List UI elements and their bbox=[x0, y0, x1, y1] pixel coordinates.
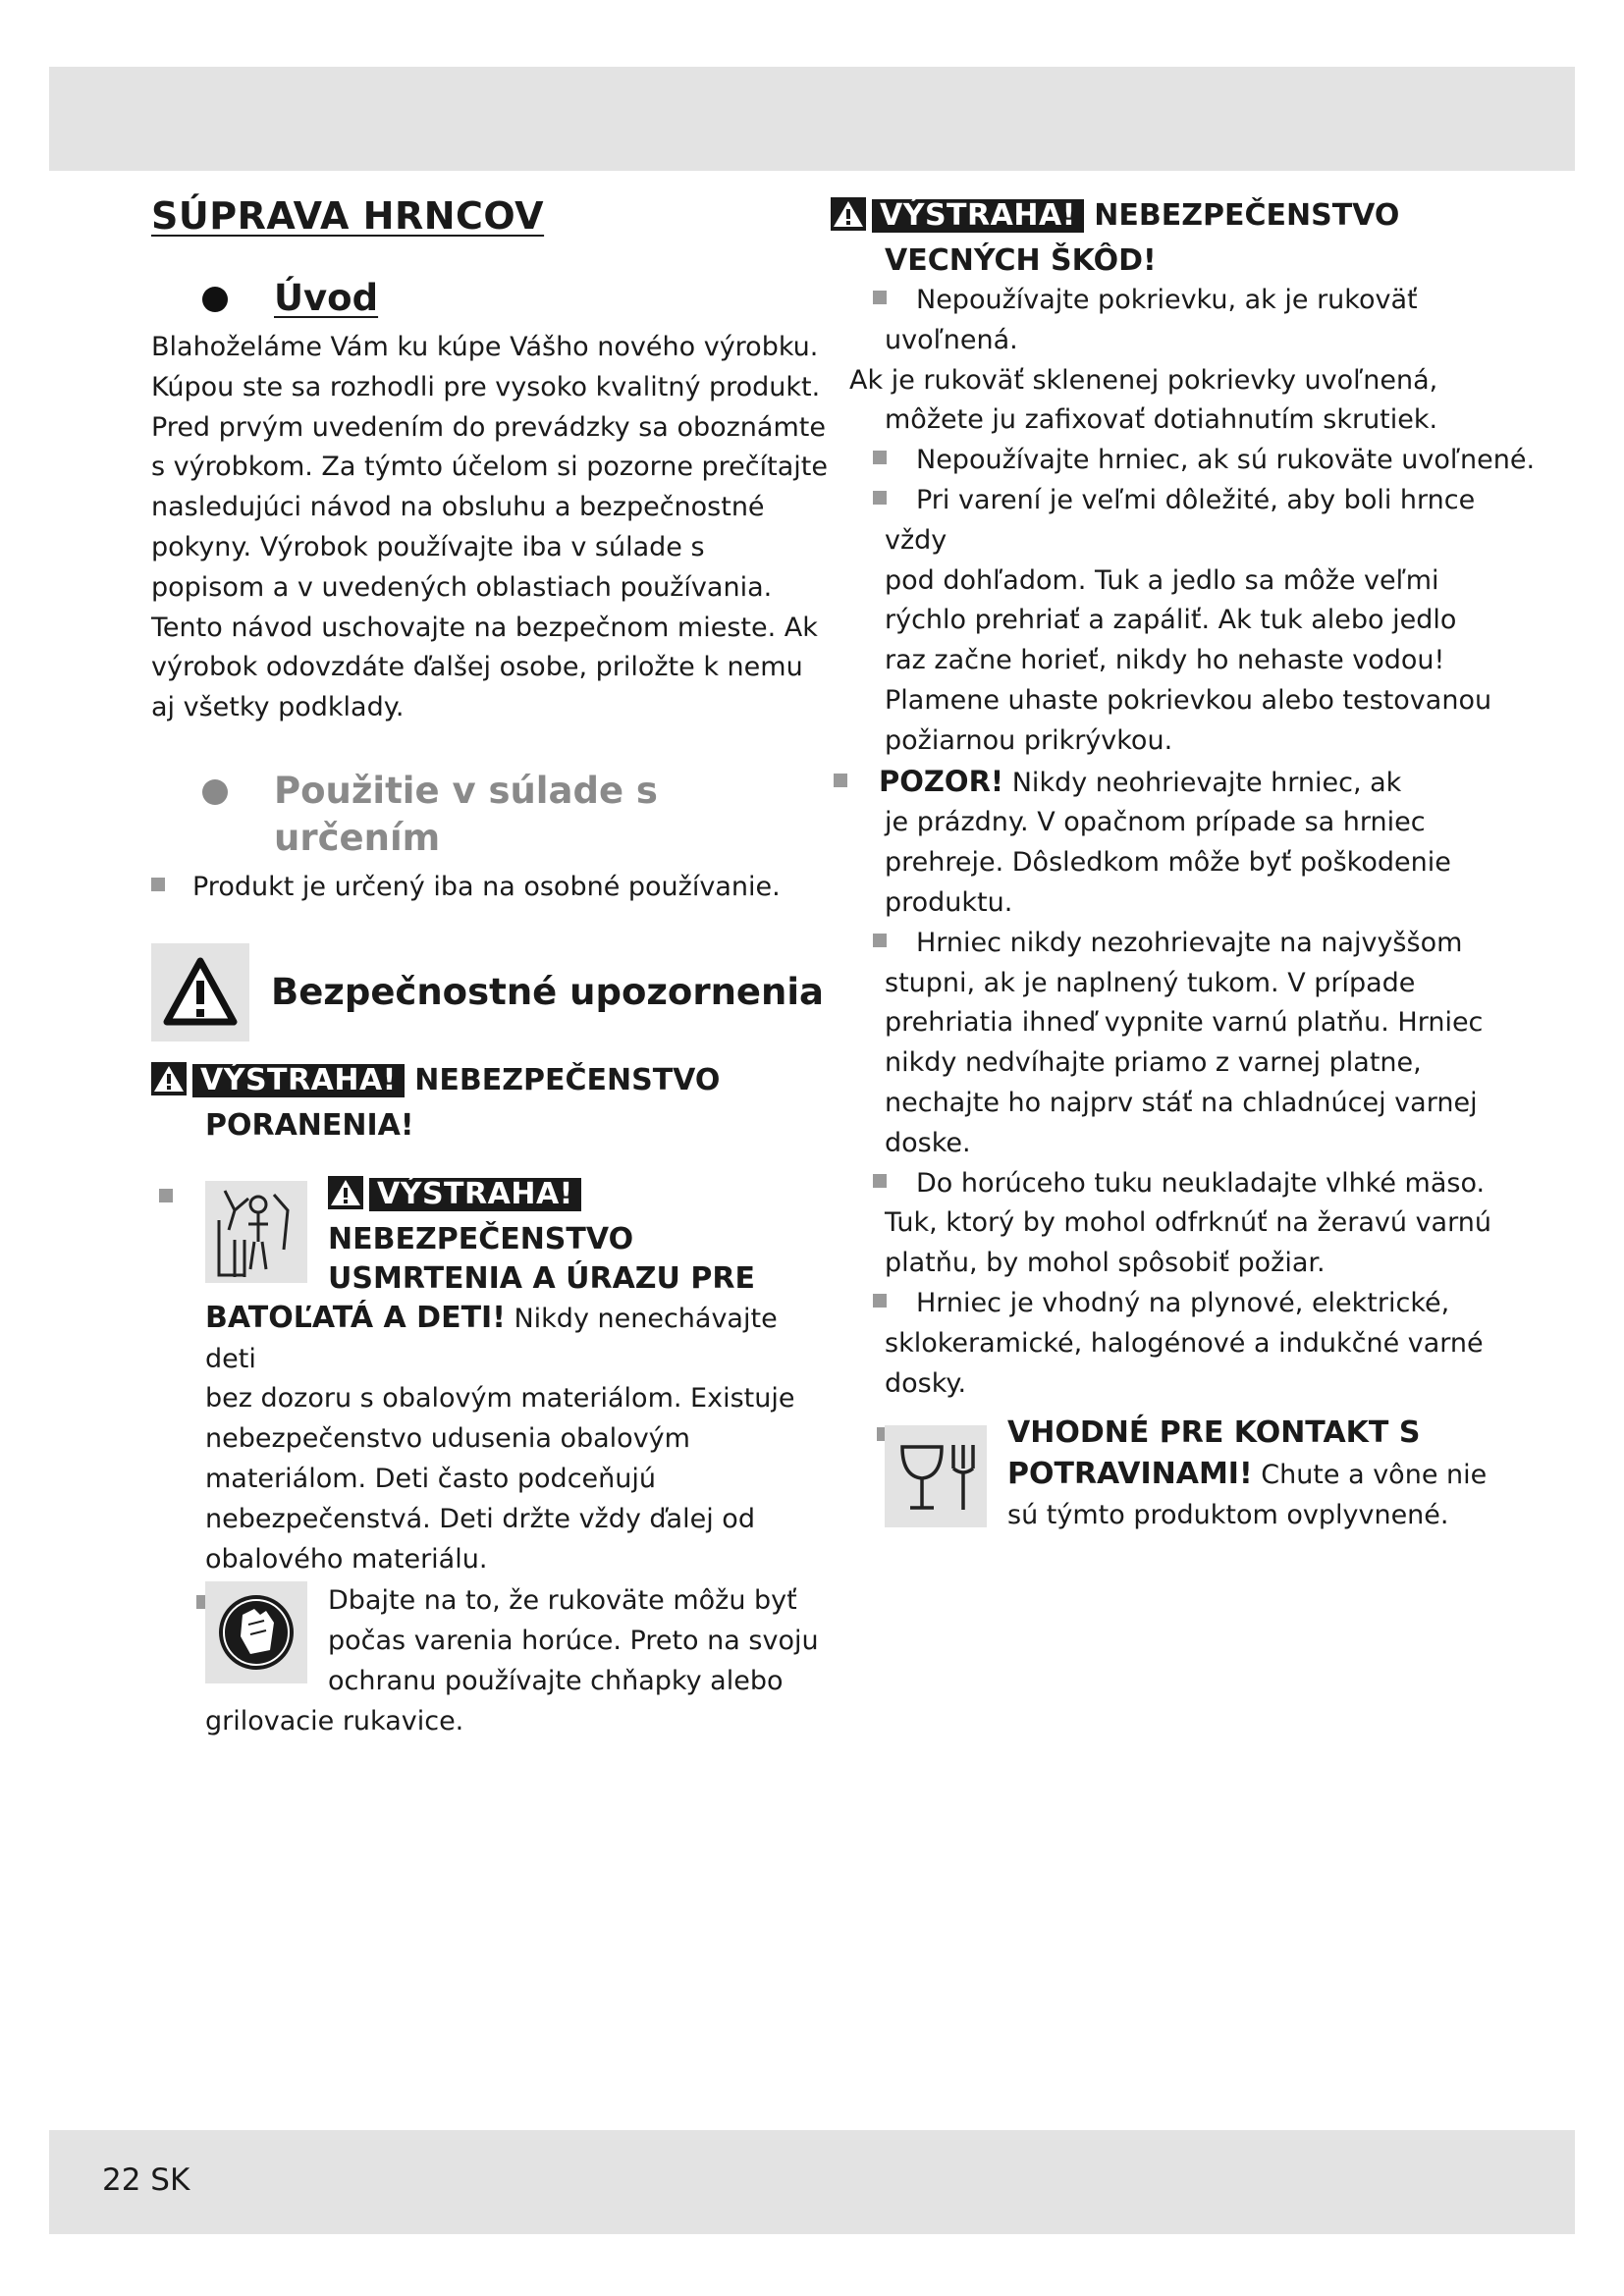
intro-line: aj všetky podklady. bbox=[151, 692, 405, 723]
damage-text: Nepoužívajte pokrievku, ak je rukoväť bbox=[916, 285, 1418, 315]
child-suffocation-icon bbox=[205, 1181, 307, 1283]
child-heading-3: BATOĽATÁ A DETI! bbox=[205, 1300, 506, 1335]
intro-line: Tento návod uschovajte na bezpečnom mieste. Ak bbox=[151, 612, 818, 643]
injury-warning-heading bbox=[151, 1061, 829, 1106]
square-bullet-icon bbox=[873, 451, 887, 464]
intro-line: Blahoželáme Vám ku kúpe Vášho nového výrobku. bbox=[151, 332, 819, 362]
square-bullet-icon bbox=[151, 878, 165, 891]
damage-text: dosky. bbox=[885, 1367, 967, 1399]
damage-text: prehriatia ihneď vypnite varnú platňu. Hrniec bbox=[885, 1007, 1484, 1039]
damage-text: platňu, by mohol spôsobiť požiar. bbox=[885, 1248, 1326, 1279]
damage-text: požiarnou prikrývkou. bbox=[885, 724, 1173, 756]
food-heading-1: VHODNÉ PRE KONTAKT S bbox=[1007, 1415, 1421, 1451]
damage-text: Hrniec nikdy nezohrievajte na najvyššom bbox=[916, 927, 1463, 958]
safety-heading-text: Bezpečnostné upozornenia bbox=[271, 970, 825, 1013]
footer-band bbox=[49, 2130, 1575, 2234]
intended-use-heading-text: Použitie v súlade s určením bbox=[274, 769, 658, 859]
child-text: nebezpečenstvá. Deti držte vždy ďalej od bbox=[205, 1503, 755, 1534]
damage-text: Nepoužívajte hrniec, ak sú rukoväte uvoľnené. bbox=[916, 445, 1536, 476]
intro-text bbox=[151, 328, 829, 728]
damage-note: môžete ju zafixovať dotiahnutím skrutiek. bbox=[885, 404, 1438, 436]
intro-line: nasledujúci návod na obsluhu a bezpečnostné bbox=[151, 492, 765, 523]
square-bullet-icon bbox=[873, 491, 887, 505]
warning-tag: VÝSTRAHA! bbox=[872, 199, 1084, 233]
damage-text: stupni, ak je naplnený tukom. V prípade bbox=[885, 967, 1416, 998]
damage-text: nikdy nedvíhajte priamo z varnej platne, bbox=[885, 1047, 1422, 1079]
gloves-text: počas varenia horúce. Preto na svoju bbox=[328, 1626, 819, 1657]
header-band bbox=[49, 67, 1575, 171]
damage-note: Ak je rukoväť sklenenej pokrievky uvoľnená, bbox=[849, 364, 1438, 396]
damage-text: Pri varení je veľmi dôležité, aby boli hrnce vždy bbox=[885, 484, 1476, 556]
warning-triangle-icon bbox=[151, 1062, 187, 1106]
square-bullet-icon bbox=[873, 934, 887, 947]
square-bullet-icon bbox=[159, 1189, 173, 1202]
damage-text: raz začne horieť, nikdy ho nehaste vodou! bbox=[885, 645, 1445, 676]
square-bullet-icon bbox=[873, 1174, 887, 1188]
warning-triangle-icon bbox=[151, 943, 249, 1041]
child-heading-1: NEBEZPEČENSTVO bbox=[328, 1221, 634, 1256]
intro-line: výrobok odovzdáte ďalšej osobe, priložte k nemu bbox=[151, 652, 803, 683]
square-bullet-icon bbox=[873, 291, 887, 304]
warning-tag: VÝSTRAHA! bbox=[369, 1178, 581, 1211]
food-heading-2: POTRAVINAMI! bbox=[1007, 1457, 1253, 1492]
left-column bbox=[151, 187, 829, 1742]
warning-triangle-icon bbox=[831, 197, 866, 241]
injury-heading-1: NEBEZPEČENSTVO bbox=[414, 1062, 721, 1097]
food-safe-icon bbox=[885, 1425, 987, 1527]
safety-heading bbox=[151, 943, 829, 1041]
bullet-dot-icon bbox=[202, 779, 228, 805]
intro-line: Kúpou ste sa rozhodli pre vysoko kvalitný produkt. bbox=[151, 371, 821, 402]
intro-line: popisom a v uvedených oblastiach používania. bbox=[151, 571, 773, 603]
intro-line: s výrobkom. Za týmto účelom si pozorne prečítajte bbox=[151, 452, 828, 483]
oven-glove-icon bbox=[205, 1581, 307, 1683]
damage-text: Tuk, ktorý by mohol odfrknúť na žeravú varnú bbox=[885, 1207, 1491, 1239]
damage-text: rýchlo prehriať a zapáliť. Ak tuk alebo jedlo bbox=[885, 605, 1457, 636]
damage-text: prehreje. Dôsledkom môže byť poškodenie bbox=[885, 847, 1451, 879]
gloves-text: grilovacie rukavice. bbox=[205, 1705, 464, 1736]
intended-use-heading bbox=[0, 768, 829, 862]
damage-text: pod dohľadom. Tuk a jedlo sa môže veľmi bbox=[885, 564, 1439, 596]
child-text: obalového materiálu. bbox=[205, 1543, 488, 1575]
damage-text: Hrniec je vhodný na plynové, elektrické, bbox=[916, 1287, 1450, 1318]
damage-text: uvoľnená. bbox=[885, 324, 1018, 355]
right-column bbox=[831, 196, 1538, 1536]
page-number: 22 SK bbox=[102, 2163, 190, 2198]
warning-tag: VÝSTRAHA! bbox=[192, 1064, 405, 1097]
damage-text: Do horúceho tuku neukladajte vlhké mäso. bbox=[916, 1167, 1486, 1199]
food-safe-block bbox=[885, 1414, 1538, 1535]
intended-use-text: Produkt je určený iba na osobné používanie. bbox=[192, 871, 781, 902]
intro-line: Pred prvým uvedením do prevádzky sa oboznámte bbox=[151, 411, 826, 443]
child-warning-block bbox=[151, 1175, 829, 1580]
child-text: nebezpečenstvo udusenia obalovým bbox=[205, 1423, 690, 1455]
damage-text: nechajte ho najprv stáť na chladnúcej varnej bbox=[885, 1087, 1478, 1118]
intro-line: pokyny. Výrobok používajte iba v súlade s bbox=[151, 531, 705, 562]
damage-text: produktu. bbox=[885, 886, 1013, 918]
page-title: SÚPRAVA HRNCOV bbox=[151, 194, 545, 238]
damage-warning-heading bbox=[831, 196, 1538, 241]
child-text: bez dozoru s obalovým materiálom. Existuje bbox=[205, 1383, 795, 1415]
food-text: Chute a vône nie bbox=[1252, 1460, 1488, 1491]
warning-triangle-icon bbox=[328, 1176, 363, 1220]
child-text: Nikdy nenechávajte deti bbox=[205, 1303, 778, 1374]
gloves-text: ochranu používajte chňapky alebo bbox=[328, 1665, 784, 1696]
gloves-text: Dbajte na to, že rukoväte môžu byť bbox=[328, 1585, 797, 1617]
food-text: sú týmto produktom ovplyvnené. bbox=[1007, 1499, 1449, 1530]
damage-text: Plamene uhaste pokrievkou alebo testovanou bbox=[885, 684, 1492, 716]
damage-text: je prázdny. V opačnom prípade sa hrniec bbox=[885, 807, 1426, 838]
child-heading-2: USMRTENIA A ÚRAZU PRE bbox=[328, 1260, 755, 1296]
damage-text: Nikdy neohrievajte hrniec, ak bbox=[1003, 767, 1402, 798]
gloves-block bbox=[151, 1581, 829, 1741]
injury-heading-2: PORANENIA! bbox=[205, 1107, 414, 1143]
damage-heading-2: VECNÝCH ŠKÔD! bbox=[885, 243, 1157, 278]
square-bullet-icon bbox=[834, 774, 847, 787]
damage-text: doske. bbox=[885, 1127, 971, 1158]
bullet-dot-icon bbox=[202, 287, 228, 312]
child-text: materiálom. Deti často podceňujú bbox=[205, 1463, 656, 1494]
caution-label: POZOR! bbox=[879, 764, 1004, 798]
damage-heading-1: NEBEZPEČENSTVO bbox=[1094, 198, 1400, 233]
intro-heading bbox=[0, 275, 829, 322]
intended-use-item bbox=[192, 868, 829, 908]
square-bullet-icon bbox=[873, 1294, 887, 1308]
intro-heading-text: Úvod bbox=[274, 277, 379, 319]
damage-text: sklokeramické, halogénové a indukčné varné bbox=[885, 1327, 1484, 1359]
